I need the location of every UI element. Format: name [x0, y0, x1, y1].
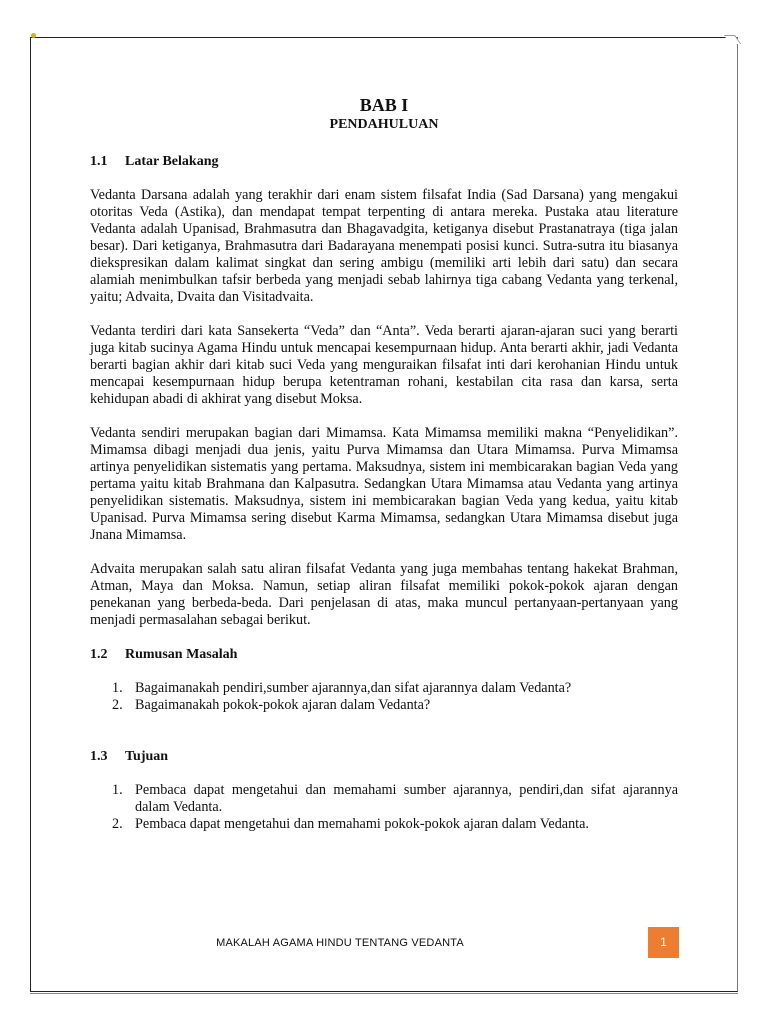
section-heading-tujuan	[90, 748, 678, 765]
section-heading-latar-belakang	[90, 153, 678, 170]
paragraph: Vedanta terdiri dari kata Sansekerta “Veda” dan “Anta”. Veda berarti ajaran-ajaran suci yang berarti juga kitab sucinya Agama Hindu untuk mencapai kesempurnaan hidup. Anta berarti akhir, jadi Vedanta berarti bagian akhir dari kitab suci Veda yang menguraikan filsafat inti dari kerohanian Hindu untuk mencapai kesempurnaan hidup berupa ketentraman rohani, kestabilan cita rasa dan karsa, serta kehidupan abadi di akhirat yang disebut Moksa.	[90, 323, 678, 407]
section-title: Tujuan	[125, 749, 169, 764]
chapter-heading: BAB I	[359, 95, 409, 115]
anchor-marker-icon	[31, 33, 36, 38]
list-marker: 2.	[112, 697, 123, 713]
page-number-badge: 1	[648, 927, 679, 958]
list-marker: 2.	[112, 816, 123, 832]
list-item	[90, 697, 678, 714]
list-marker: 1.	[112, 680, 123, 696]
tujuan-list	[90, 782, 678, 833]
section-title: Latar Belakang	[125, 154, 219, 169]
section-heading-rumusan-masalah	[90, 646, 678, 663]
list-item	[90, 816, 678, 833]
paragraph: Vedanta Darsana adalah yang terakhir dari enam sistem filsafat India (Sad Darsana) yang mengakui otoritas Veda (Astika), dan mendapat tempat terpenting di antara mereka. Pustaka atau literature Vedanta adalah Upanisad, Brahmasutra dan Bhagavadgita, ketiganya disebut Prastanatraya (tiga jalan besar). Dari ketiganya, Brahmasutra dari Badarayana menempati posisi kunci. Sutra-sutra itu biasanya diekspresikan dalam kalimat singkat dan sering ambigu (memiliki arti lebih dari satu) dan secara alamiah menimbulkan tafsir berbeda yang menjadi sebab lahirnya tiga cabang Vedanta yang terkenal, yaitu; Advaita, Dvaita dan Visitadvaita.	[90, 187, 678, 305]
footer-title: MAKALAH AGAMA HINDU TENTANG VEDANTA	[216, 937, 464, 949]
list-marker: 1.	[112, 782, 123, 798]
list-item-text: Pembaca dapat mengetahui dan memahami pokok-pokok ajaran dalam Vedanta.	[135, 816, 589, 832]
section-title: Rumusan Masalah	[125, 647, 238, 662]
rumusan-masalah-list	[90, 680, 678, 714]
list-item-text: Bagaimanakah pokok-pokok ajaran dalam Vedanta?	[135, 697, 431, 713]
list-item-text: Pembaca dapat mengetahui dan memahami sumber ajarannya, pendiri,dan sifat ajarannya dalam Vedanta.	[135, 782, 678, 815]
list-item	[90, 680, 678, 697]
list-item	[90, 782, 678, 816]
paragraph: Advaita merupakan salah satu aliran filsafat Vedanta yang juga membahas tentang hakekat Brahman, Atman, Maya dan Moksa. Namun, setiap aliran filsafat memiliki pokok-pokok ajaran dengan penekanan yang berbeda-beda. Dari penjelasan di atas, maka muncul pertanyaan-pertanyaan yang menjadi permasalahan sebagai berikut.	[90, 561, 678, 628]
paragraph: Vedanta sendiri merupakan bagian dari Mimamsa. Kata Mimamsa memiliki makna “Penyelidikan”. Mimamsa dibagi menjadi dua jenis, yaitu Purva Mimamsa dan Utara Mimamsa. Purva Mimamsa artinya penyelidikan sistematis yang pertama. Maksudnya, sistem ini membicarakan bagian Veda yang pertama yaitu kitab Brahmana dan Kalpasutra. Sedangkan Utara Mimamsa atau Vedanta yang artinya penyelidikan sistematis. Maksudnya, sistem ini membicarakan bagian Veda yang kedua, yaitu kitab Upanisad. Purva Mimamsa sering disebut Karma Mimamsa, sedangkan Utara Mimamsa disebut juga Jnana Mimamsa.	[90, 425, 678, 543]
section-number: 1.2	[90, 647, 108, 662]
document-body	[90, 90, 678, 850]
section-number: 1.3	[90, 749, 108, 764]
bottom-divider	[30, 993, 738, 994]
section-number: 1.1	[90, 154, 108, 169]
chapter-title: PENDAHULUAN	[329, 117, 439, 132]
list-item-text: Bagaimanakah pendiri,sumber ajarannya,dan sifat ajarannya dalam Vedanta?	[135, 680, 572, 696]
